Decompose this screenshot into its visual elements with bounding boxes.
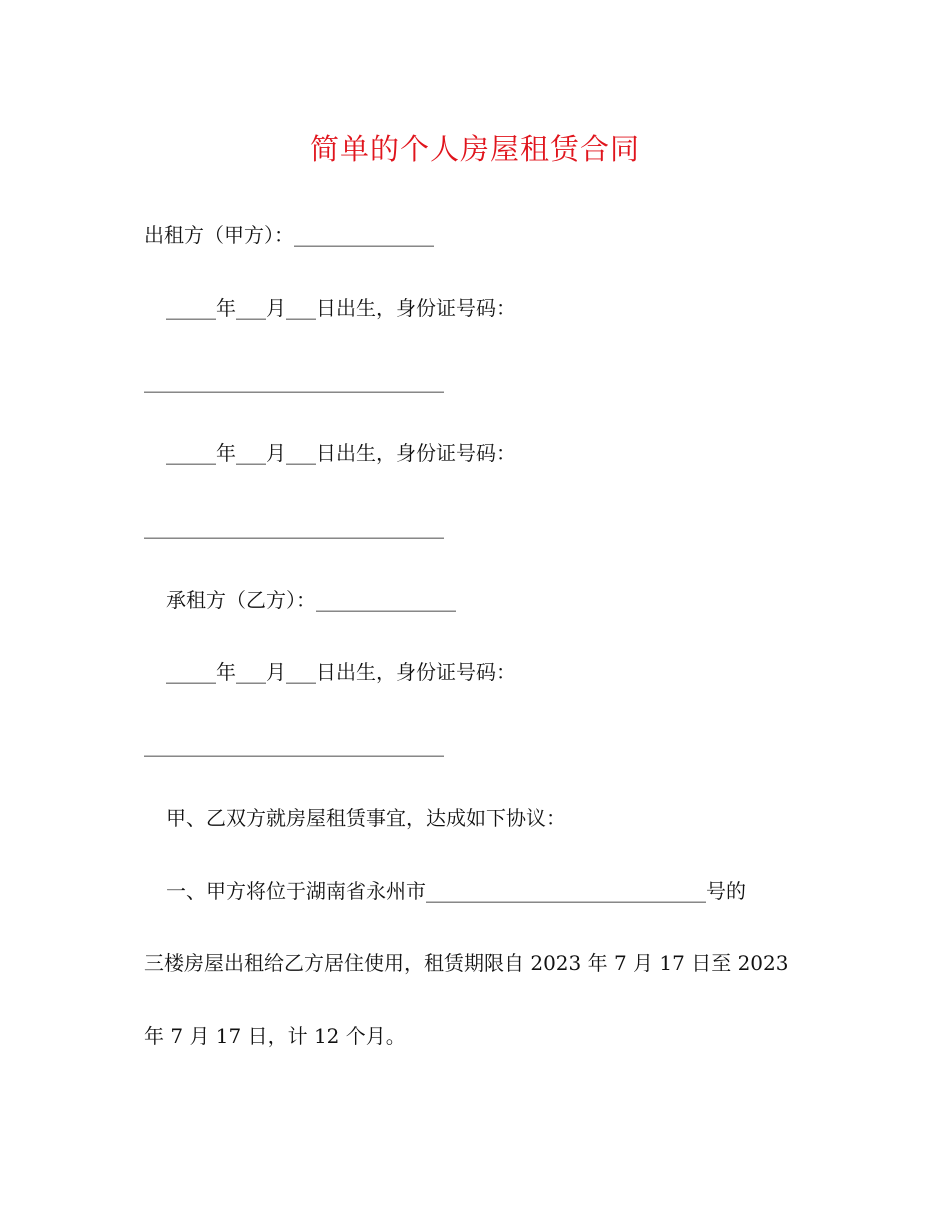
clause-1-line-2: 三楼房屋出租给乙方居住使用，租赁期限自 2023 年 7 月 17 日至 2023 xyxy=(144,951,789,975)
agreement-intro: 甲、乙双方就房屋租赁事宜，达成如下协议： xyxy=(166,806,566,830)
lessor-birth-id-line-2: _____年___月___日出生，身份证号码： xyxy=(166,441,516,465)
lessee-id-blank: ______________________________ xyxy=(144,733,444,757)
clause-1-line-3: 年 7 月 17 日，计 12 个月。 xyxy=(144,1024,406,1048)
lessor-id-blank-1: ______________________________ xyxy=(144,369,444,393)
clause-1-line-1: 一、甲方将位于湖南省永州市____________________________号的 xyxy=(166,879,746,903)
lessee-birth-id-line: _____年___月___日出生，身份证号码： xyxy=(166,660,516,684)
lessee-line: 承租方（乙方）：______________ xyxy=(166,588,456,612)
lessor-line: 出租方（甲方）：______________ xyxy=(144,223,434,247)
lessor-birth-id-line-1: _____年___月___日出生，身份证号码： xyxy=(166,296,516,320)
document-title: 简单的个人房屋租赁合同 xyxy=(309,132,640,166)
lessor-id-blank-2: ______________________________ xyxy=(144,515,444,539)
